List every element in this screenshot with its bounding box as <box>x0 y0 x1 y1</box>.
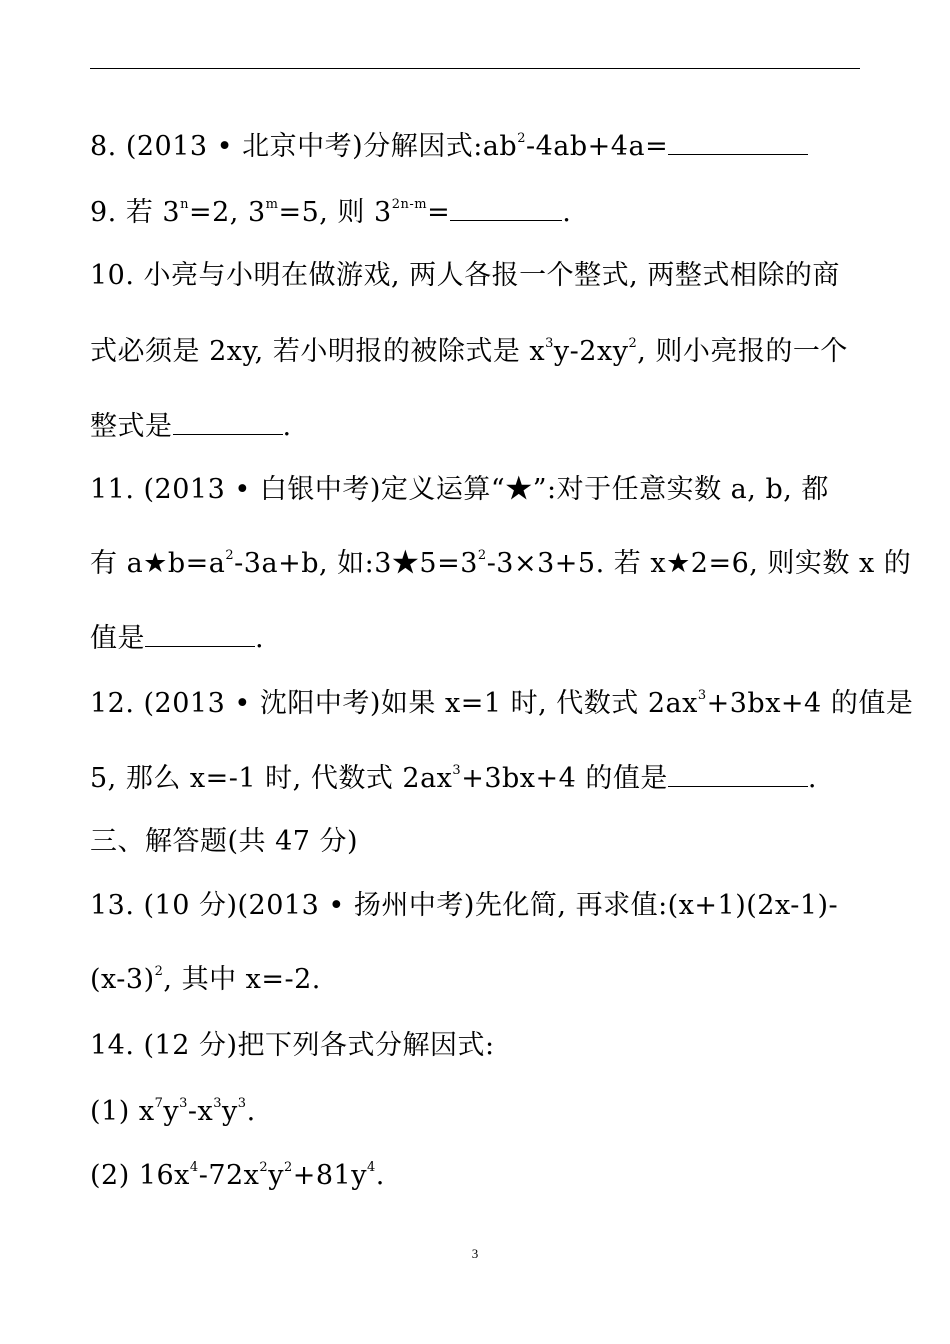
question-11-line-1: 11. (2013 • 白银中考)定义运算“★”:对于任意实数 a, b, 都 <box>90 474 829 505</box>
question-13-line-1: 13. (10 分)(2013 • 扬州中考)先化简, 再求值:(x+1)(2x-1)- <box>90 890 839 921</box>
question-14-part-1: (1) $x^7y^3-x^3y^3$. <box>90 1096 256 1127</box>
question-10-line-2: 式必须是 2xy, 若小明报的被除式是 $x^3y-2xy^2$, 则小亮报的一个 <box>90 336 848 367</box>
header-rule <box>90 68 860 69</box>
question-10-line-3: 整式是 . <box>90 408 870 445</box>
question-12-line-2: 5, 那么 x=-1 时, 代数式 $2ax^3+3bx+4$ 的值是 . <box>90 760 870 797</box>
question-12-line-1: 12. (2013 • 沈阳中考)如果 x=1 时, 代数式 $2ax^3+3bx+4$ 的值是 <box>90 688 914 719</box>
answer-blank-9[interactable] <box>450 194 562 221</box>
answer-blank-11[interactable] <box>145 620 255 647</box>
question-11-line-3: 值是 . <box>90 620 870 657</box>
question-11-line-2: 有 $a★b=a^2-3a+b$, 如$:3★5=3^2-3\times 3+5$. 若 x★2=6, 则实数 x 的 <box>90 548 912 579</box>
question-8: 8. (2013 • 北京中考)分解因式$:ab^2-4ab+4a=$ <box>90 128 870 165</box>
question-14-title: 14. (12 分)把下列各式分解因式: <box>90 1030 495 1061</box>
answer-blank-12[interactable] <box>668 760 808 787</box>
question-9: 9. 若 $3^n=2$, $3^m=5$, 则 $3^{2n-m}=$ . <box>90 194 870 231</box>
answer-blank-8[interactable] <box>668 128 808 155</box>
question-10-line-1: 10. 小亮与小明在做游戏, 两人各报一个整式, 两整式相除的商 <box>90 260 840 291</box>
page-number: 3 <box>471 1246 479 1261</box>
question-13-line-2: $(x-3)^2$, 其中 x=-2. <box>90 964 321 995</box>
section-heading: 三、解答题(共 47 分) <box>90 826 359 857</box>
answer-blank-10[interactable] <box>173 408 283 435</box>
question-14-part-2: (2) $16x^4-72x^2y^2+81y^4$. <box>90 1160 385 1191</box>
